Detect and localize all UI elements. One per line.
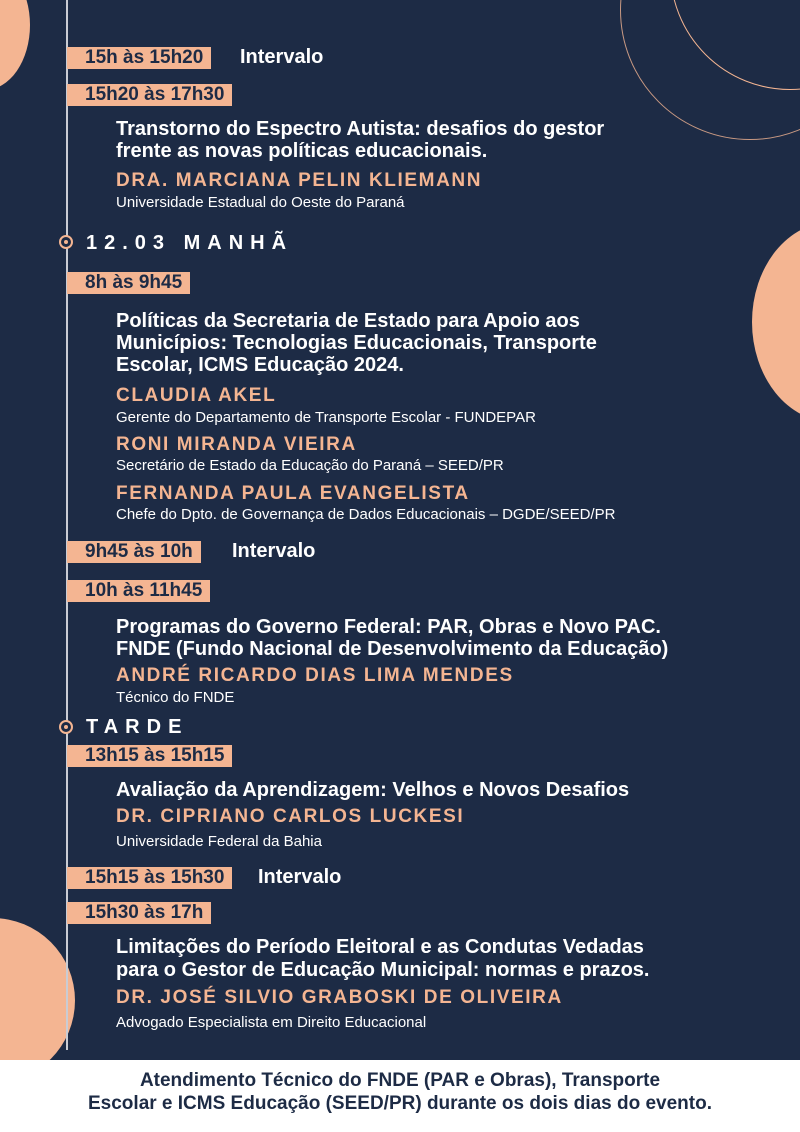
speaker-name: DR. JOSÉ SILVIO GRABOSKI DE OLIVEIRA [116, 987, 563, 1008]
speaker-name: CLAUDIA AKEL [116, 385, 277, 406]
footer-line: Atendimento Técnico do FNDE (PAR e Obras), Transporte [139, 1070, 661, 1091]
speaker-affiliation: Universidade Estadual do Oeste do Paraná [116, 194, 405, 211]
talk-title: Transtorno do Espectro Autista: desafios do gestor [116, 118, 605, 140]
speaker-affiliation: Chefe do Dpto. de Governança de Dados Educacionais – DGDE/SEED/PR [116, 506, 616, 523]
timeline-line [66, 0, 68, 1050]
time-tag: 15h20 às 17h30 [67, 84, 232, 106]
speaker-name: DR. CIPRIANO CARLOS LUCKESI [116, 806, 465, 827]
talk-title: FNDE (Fundo Nacional de Desenvolvimento da Educação) [116, 638, 669, 660]
section-bullet-icon [59, 235, 73, 249]
talk-title: Limitações do Período Eleitoral e as Condutas Vedadas [116, 936, 644, 958]
speaker-name: ANDRÉ RICARDO DIAS LIMA MENDES [116, 665, 514, 686]
speaker-name: FERNANDA PAULA EVANGELISTA [116, 483, 470, 504]
time-tag: 10h às 11h45 [67, 580, 210, 602]
decor-circle-bottom-left [0, 918, 75, 1083]
section-heading-afternoon: TARDE [86, 716, 189, 738]
speaker-affiliation: Gerente do Departamento de Transporte Escolar - FUNDEPAR [116, 409, 536, 426]
footer-line: Escolar e ICMS Educação (SEED/PR) durante os dois dias do evento. [88, 1093, 712, 1114]
speaker-name: DRA. MARCIANA PELIN KLIEMANN [116, 170, 483, 191]
interval-label: Intervalo [258, 866, 342, 888]
footer-notice [0, 1060, 800, 1132]
speaker-affiliation: Secretário de Estado da Educação do Paraná – SEED/PR [116, 457, 504, 474]
talk-title: Escolar, ICMS Educação 2024. [116, 354, 404, 376]
speaker-name: RONI MIRANDA VIEIRA [116, 434, 357, 455]
talk-title: Avaliação da Aprendizagem: Velhos e Novos Desafios [116, 779, 630, 801]
time-tag: 9h45 às 10h [67, 541, 201, 563]
speaker-affiliation: Técnico do FNDE [116, 689, 235, 706]
decor-arc-top-right-2 [620, 0, 800, 140]
decor-circle-right [752, 222, 800, 422]
section-bullet-icon [59, 720, 73, 734]
speaker-affiliation: Advogado Especialista em Direito Educacional [116, 1014, 427, 1031]
talk-title: para o Gestor de Educação Municipal: normas e prazos. [116, 959, 650, 981]
talk-title: Programas do Governo Federal: PAR, Obras e Novo PAC. [116, 616, 661, 638]
time-tag: 15h às 15h20 [67, 47, 211, 69]
talk-title: Municípios: Tecnologias Educacionais, Transporte [116, 332, 597, 354]
speaker-affiliation: Universidade Federal da Bahia [116, 833, 322, 850]
time-tag: 15h30 às 17h [67, 902, 211, 924]
decor-circle-top-left [0, 0, 30, 90]
interval-label: Intervalo [232, 540, 316, 562]
talk-title: frente as novas políticas educacionais. [116, 140, 488, 162]
time-tag: 8h às 9h45 [67, 272, 190, 294]
section-heading-morning: 12.03 MANHÃ [86, 232, 294, 254]
time-tag: 15h15 às 15h30 [67, 867, 232, 889]
talk-title: Políticas da Secretaria de Estado para Apoio aos [116, 310, 580, 332]
time-tag: 13h15 às 15h15 [67, 745, 232, 767]
decor-arc-top-right [670, 0, 800, 90]
interval-label: Intervalo [240, 46, 324, 68]
